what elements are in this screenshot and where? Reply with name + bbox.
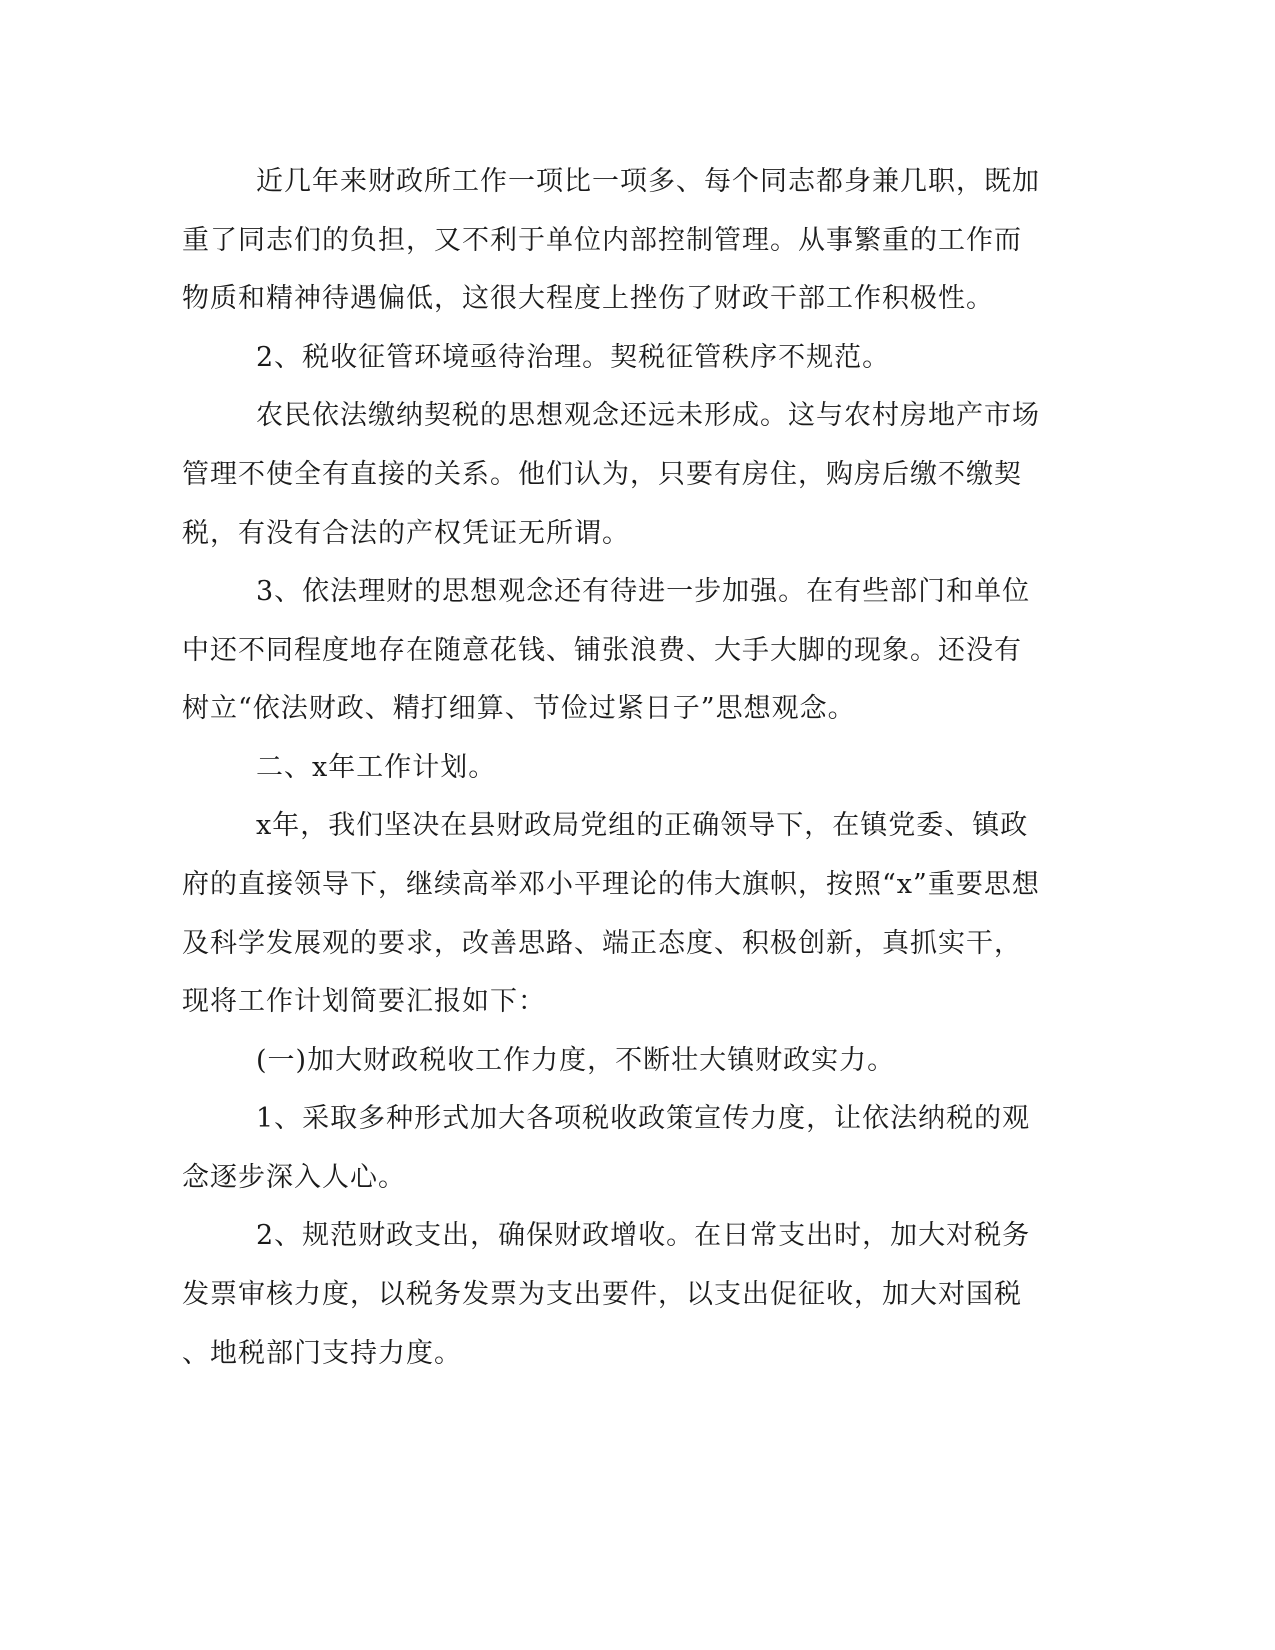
text-line: 中还不同程度地存在随意花钱、铺张浪费、大手大脚的现象。还没有	[182, 635, 1022, 666]
text-line: 及科学发展观的要求，改善思路、端正态度、积极创新，真抓实干，	[182, 928, 1022, 959]
text-line: 税，有没有合法的产权凭证无所谓。	[182, 518, 630, 549]
section-heading: 二、x年工作计划。	[256, 752, 497, 783]
text-line: 现将工作计划简要汇报如下：	[182, 986, 546, 1017]
text-line: 1、采取多种形式加大各项税收政策宣传力度，让依法纳税的观	[256, 1103, 1031, 1134]
text-line: 念逐步深入人心。	[182, 1162, 406, 1193]
text-line: 重了同志们的负担，又不利于单位内部控制管理。从事繁重的工作而	[182, 225, 1022, 256]
text-line: 3、依法理财的思想观念还有待进一步加强。在有些部门和单位	[256, 576, 1031, 607]
text-line: 2、税收征管环境亟待治理。契税征管秩序不规范。	[256, 342, 891, 373]
text-line: 2、规范财政支出，确保财政增收。在日常支出时，加大对税务	[256, 1220, 1031, 1251]
text-line: 树立“依法财政、精打细算、节俭过紧日子”思想观念。	[182, 693, 856, 724]
text-line: 管理不使全有直接的关系。他们认为，只要有房住，购房后缴不缴契	[182, 459, 1022, 490]
text-line: 近几年来财政所工作一项比一项多、每个同志都身兼几职，既加	[256, 166, 1040, 197]
text-line: 农民依法缴纳契税的思想观念还远未形成。这与农村房地产市场	[256, 400, 1040, 431]
text-line: 发票审核力度，以税务发票为支出要件，以支出促征收，加大对国税	[182, 1279, 1022, 1310]
text-line: x年，我们坚决在县财政局党组的正确领导下，在镇党委、镇政	[256, 810, 1029, 841]
text-line: 府的直接领导下，继续高举邓小平理论的伟大旗帜，按照“x”重要思想	[182, 869, 1040, 900]
subsection-heading: (一)加大财政税收工作力度，不断壮大镇财政实力。	[256, 1045, 896, 1076]
text-line: 物质和精神待遇偏低，这很大程度上挫伤了财政干部工作积极性。	[182, 283, 994, 314]
text-line: 、地税部门支持力度。	[182, 1338, 462, 1369]
